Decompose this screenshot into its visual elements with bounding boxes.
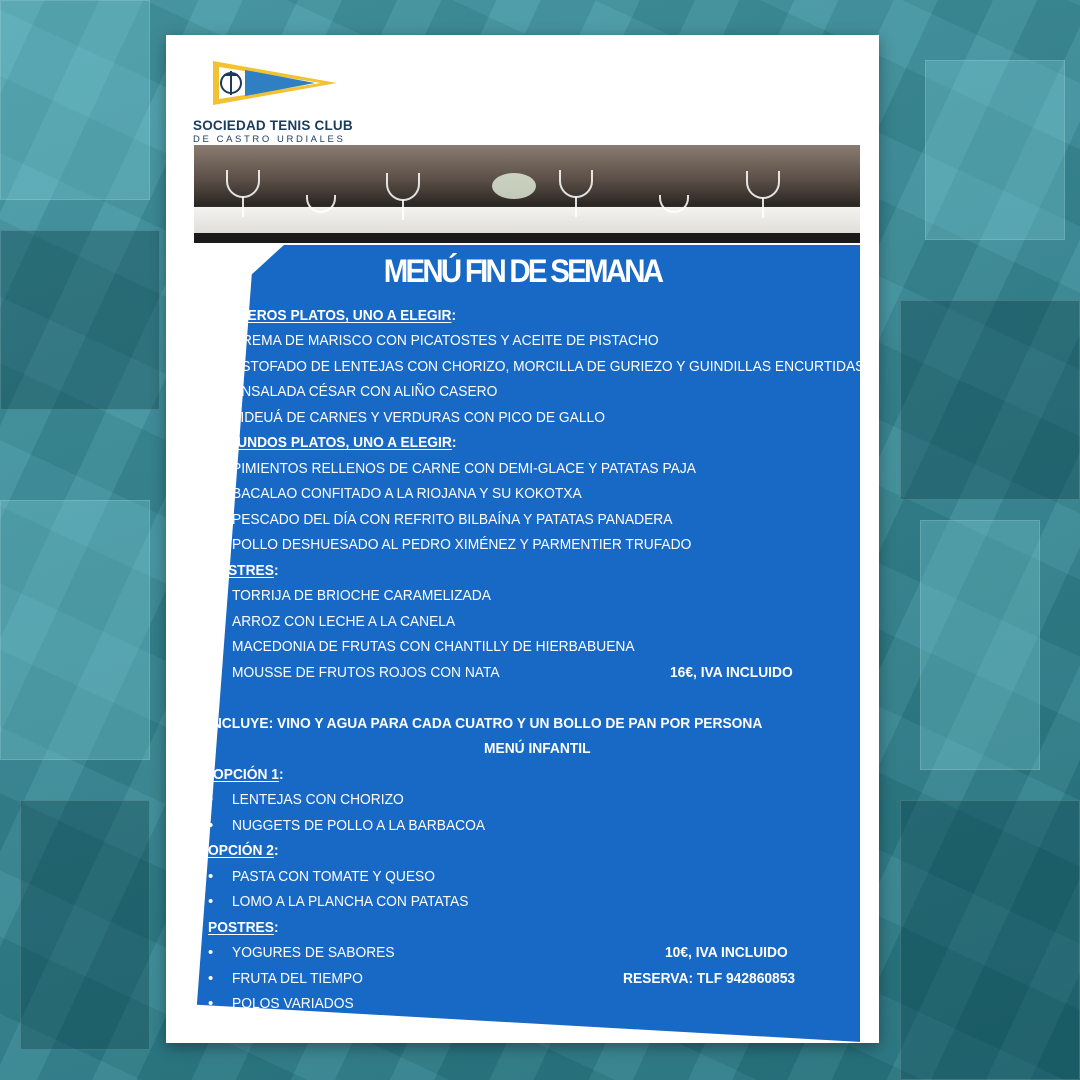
menu-item: NUGGETS DE POLLO A LA BARBACOA [232, 817, 486, 834]
postres-heading: POSTRES: [208, 562, 279, 579]
menu-item: CREMA DE MARISCO CON PICATOSTES Y ACEITE DE PISTACHO [232, 332, 659, 349]
menu-item: PESCADO DEL DÍA CON REFRITO BILBAÍNA Y PATATAS PANADERA [232, 511, 673, 528]
opcion1-heading: OPCIÓN 1: [213, 766, 284, 783]
opcion2-heading: OPCIÓN 2: [208, 842, 279, 859]
menu-item: FRUTA DEL TIEMPO [232, 970, 363, 987]
menu-item: POLOS VARIADOS [232, 995, 354, 1012]
reservation-phone: RESERVA: TLF 942860853 [623, 970, 796, 987]
kids-price: 10€, IVA INCLUIDO [665, 944, 788, 961]
menu-item: LOMO A LA PLANCHA CON PATATAS [232, 893, 469, 910]
includes-note: INCLUYE: VINO Y AGUA PARA CADA CUATRO Y UN BOLLO DE PAN POR PERSONA [208, 715, 763, 732]
menu-item: BACALAO CONFITADO A LA RIOJANA Y SU KOKOTXA [232, 485, 582, 502]
kids-menu-title: MENÚ INFANTIL [484, 740, 591, 757]
adult-price: 16€, IVA INCLUIDO [670, 664, 793, 681]
menu-item: ENSALADA CÉSAR CON ALIÑO CASERO [232, 383, 498, 400]
club-name: SOCIEDAD TENIS CLUB [193, 118, 353, 133]
primeros-heading: PRIMEROS PLATOS, UNO A ELEGIR: [213, 307, 457, 324]
menu-flyer: SOCIEDAD TENIS CLUB DE CASTRO URDIALES MENÚ FIN DE SEMANA PRIMEROS PLATOS, UNO A ELEGIR: • CREMA DE MARISCO CON PICATOSTES Y ACEITE DE PISTACHO • ESTOFADO DE LENTEJAS CON CHORIZO, MORCILLA DE GURIEZO Y GUINDILLAS ENCURTIDAS • ENSALADA CÉSAR CON ALIÑO CASERO • FIDEUÁ DE CARNES Y VERDURAS CON PICO DE GALLO SEGUNDOS PLATOS, UNO A ELEGIR: • PIMIENTOS RELLENOS DE CARNE CON DEMI-GLACE Y PATATAS PAJA • BACALAO CONFITADO A LA RIOJANA Y SU KOKOTXA • PESCADO DEL DÍA CON REFRITO BILBAÍNA Y PATATAS PANADERA • POLLO DESHUESADO AL PEDRO XIMÉNEZ Y PARMENTIER TRUFADO POSTRES: • TORRIJA DE BRIOCHE CARAMELIZADA • ARROZ CON LECHE A LA CANELA • MACEDONIA DE FRUTAS CON CHANTILLY DE HIERBABUENA • MOUSSE DE FRUTOS ROJOS CON NATA 16€, IVA INCLUIDO INCLUYE: VINO Y AGUA PARA CADA CUATRO Y UN BOLLO DE PAN POR PERSONA MENÚ INFANTIL OPCIÓN 1: • LENTEJAS CON CHORIZO • NUGGETS DE POLLO A LA BARBACOA OPCIÓN 2: • PASTA CON TOMATE Y QUESO • LOMO A LA PLANCHA CON PATATAS POSTRES: • YOGURES DE SABORES 10€, IVA INCLUIDO • FRUTA DEL TIEMPO RESERVA: TLF 942860853 • POLOS VARIADOS [166, 35, 879, 1043]
menu-item: LENTEJAS CON CHORIZO [232, 791, 404, 808]
club-subtitle: DE CASTRO URDIALES [193, 134, 346, 145]
menu-item: MOUSSE DE FRUTOS ROJOS CON NATA [232, 664, 500, 681]
restaurant-table-photo [194, 145, 860, 243]
menu-item: PASTA CON TOMATE Y QUESO [232, 868, 435, 885]
menu-item: FIDEUÁ DE CARNES Y VERDURAS CON PICO DE GALLO [232, 409, 605, 426]
menu-item: TORRIJA DE BRIOCHE CARAMELIZADA [232, 587, 491, 604]
kids-postres-heading: POSTRES: [208, 919, 279, 936]
menu-item: ARROZ CON LECHE A LA CANELA [232, 613, 456, 630]
menu-item: MACEDONIA DE FRUTAS CON CHANTILLY DE HIERBABUENA [232, 638, 635, 655]
menu-item: POLLO DESHUESADO AL PEDRO XIMÉNEZ Y PARMENTIER TRUFADO [232, 536, 692, 553]
menu-item: YOGURES DE SABORES [232, 944, 395, 961]
menu-item: PIMIENTOS RELLENOS DE CARNE CON DEMI-GLACE Y PATATAS PAJA [232, 460, 696, 477]
pennant-flag-icon [211, 59, 341, 109]
menu-item: ESTOFADO DE LENTEJAS CON CHORIZO, MORCILLA DE GURIEZO Y GUINDILLAS ENCURTIDAS [232, 358, 865, 375]
menu-title: MENÚ FIN DE SEMANA [383, 253, 662, 289]
segundos-heading: SEGUNDOS PLATOS, UNO A ELEGIR: [208, 434, 457, 451]
